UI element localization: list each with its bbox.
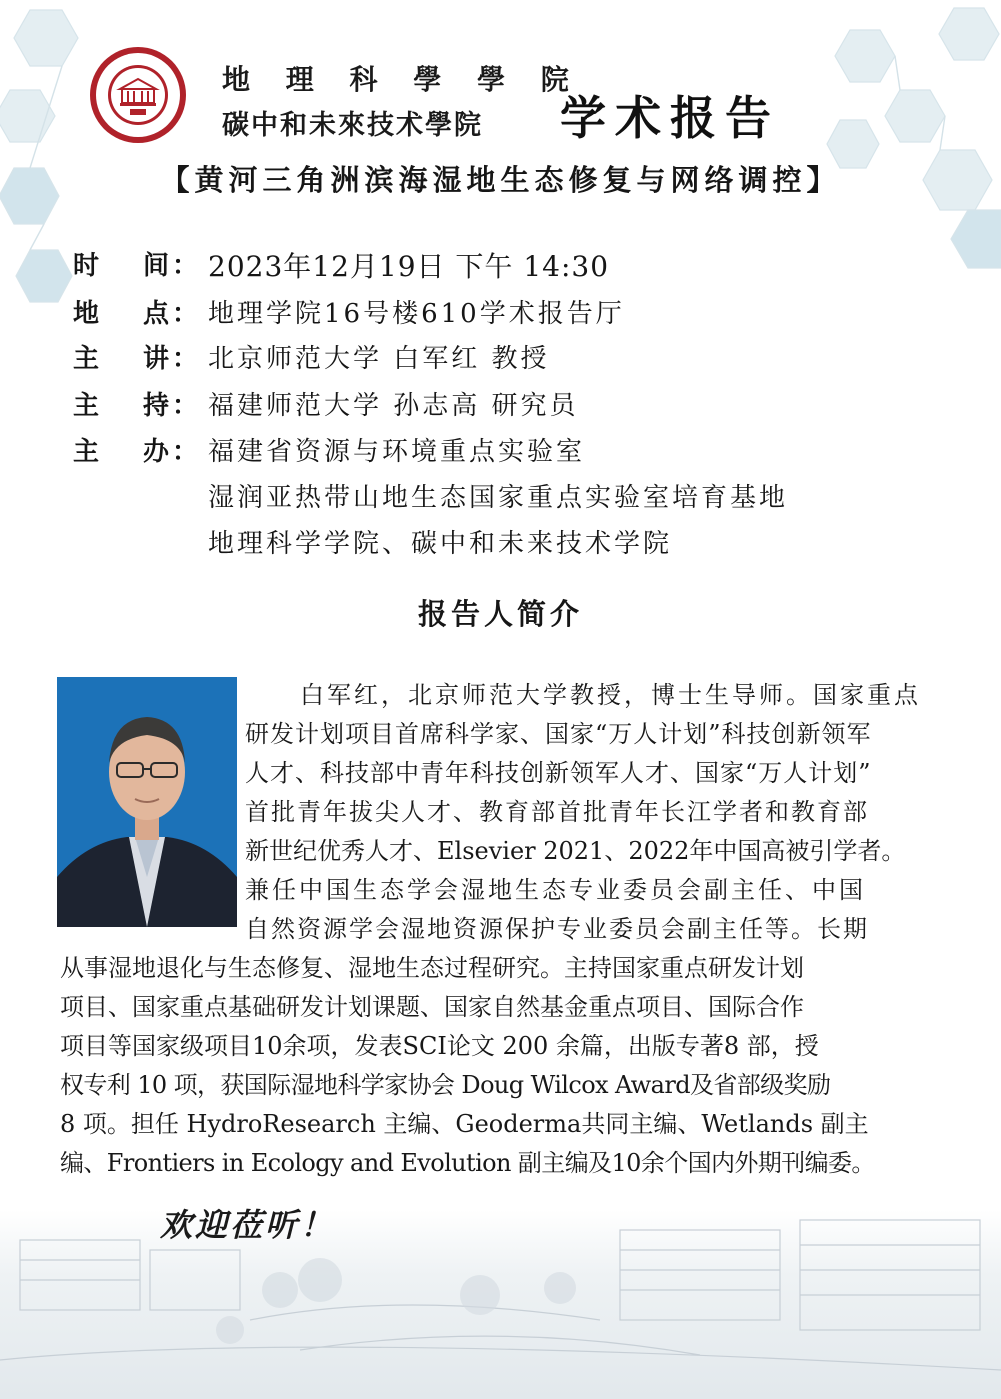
host-value: 福建师范大学 孙志高 研究员 bbox=[208, 391, 579, 421]
bio-line: 研发计划项目首席科学家、国家“万人计划”科技创新领军 bbox=[245, 720, 872, 748]
label-organizer-left: 主 bbox=[73, 437, 103, 467]
welcome-message: 欢迎莅听！ bbox=[160, 1206, 336, 1244]
place-value: 地理学院16号楼610学术报告厅 bbox=[208, 299, 625, 329]
speaker-value: 北京师范大学 白军红 教授 bbox=[208, 344, 550, 374]
label-host-right: 持： bbox=[143, 391, 202, 421]
university-seal-logo bbox=[88, 45, 188, 145]
label-place-right: 点： bbox=[143, 299, 202, 329]
bio-line: 白军红，北京师范大学教授，博士生导师。国家重点 bbox=[300, 681, 921, 709]
label-time-right: 间： bbox=[143, 251, 202, 281]
institution-name-line2: 碳中和未來技术學院 bbox=[222, 110, 483, 141]
speaker-intro-heading: 报告人简介 bbox=[417, 597, 583, 631]
bio-line: 项目等国家级项目10余项，发表SCI论文 200 余篇，出版专著8 部，授 bbox=[60, 1032, 819, 1060]
speaker-photo bbox=[57, 677, 237, 927]
label-time-left: 时 bbox=[73, 251, 103, 281]
bio-line: 首批青年拔尖人才、教育部首批青年长江学者和教育部 bbox=[245, 798, 869, 826]
bio-line: 8 项。担任 HydroResearch 主编、Geoderma共同主编、Wetlands 副主 bbox=[60, 1110, 869, 1138]
label-host-left: 主 bbox=[73, 391, 103, 421]
bio-line: 自然资源学会湿地资源保护专业委员会副主任等。长期 bbox=[245, 915, 869, 943]
label-speaker-right: 讲： bbox=[143, 344, 202, 374]
bio-line: 编、Frontiers in Ecology and Evolution 副主编及10余个国内外期刊编委。 bbox=[60, 1149, 875, 1177]
label-place-left: 地 bbox=[73, 299, 103, 329]
organizer-value-2: 湿润亚热带山地生态国家重点实验室培育基地 bbox=[208, 483, 789, 513]
time-value: 2023年12月19日 下午 14:30 bbox=[208, 250, 610, 283]
report-title: 学术报告 bbox=[560, 91, 780, 145]
bio-line: 项目、国家重点基础研发计划课题、国家自然基金重点项目、国际合作 bbox=[60, 993, 804, 1021]
report-topic: 【黄河三角洲滨海湿地生态修复与网络调控】 bbox=[160, 163, 841, 197]
campus-sketch-illustration bbox=[0, 1170, 1001, 1399]
institution-name-line1: 地 理 科 學 學 院 bbox=[222, 63, 582, 96]
bio-line: 兼任中国生态学会湿地生态专业委员会副主任、中国 bbox=[245, 876, 866, 904]
label-speaker-left: 主 bbox=[73, 344, 103, 374]
organizer-value-3: 地理科学学院、碳中和未来技术学院 bbox=[208, 529, 673, 559]
bio-line: 权专利 10 项，获国际湿地科学家协会 Doug Wilcox Award及省部级奖励 bbox=[60, 1071, 831, 1099]
bio-line: 新世纪优秀人才、Elsevier 2021、2022年中国高被引学者。 bbox=[245, 837, 906, 865]
organizer-value-1: 福建省资源与环境重点实验室 bbox=[208, 437, 586, 467]
bio-line: 人才、科技部中青年科技创新领军人才、国家“万人计划” bbox=[245, 759, 872, 787]
bio-line: 从事湿地退化与生态修复、湿地生态过程研究。主持国家重点研发计划 bbox=[60, 954, 804, 982]
label-organizer-right: 办： bbox=[143, 437, 202, 467]
